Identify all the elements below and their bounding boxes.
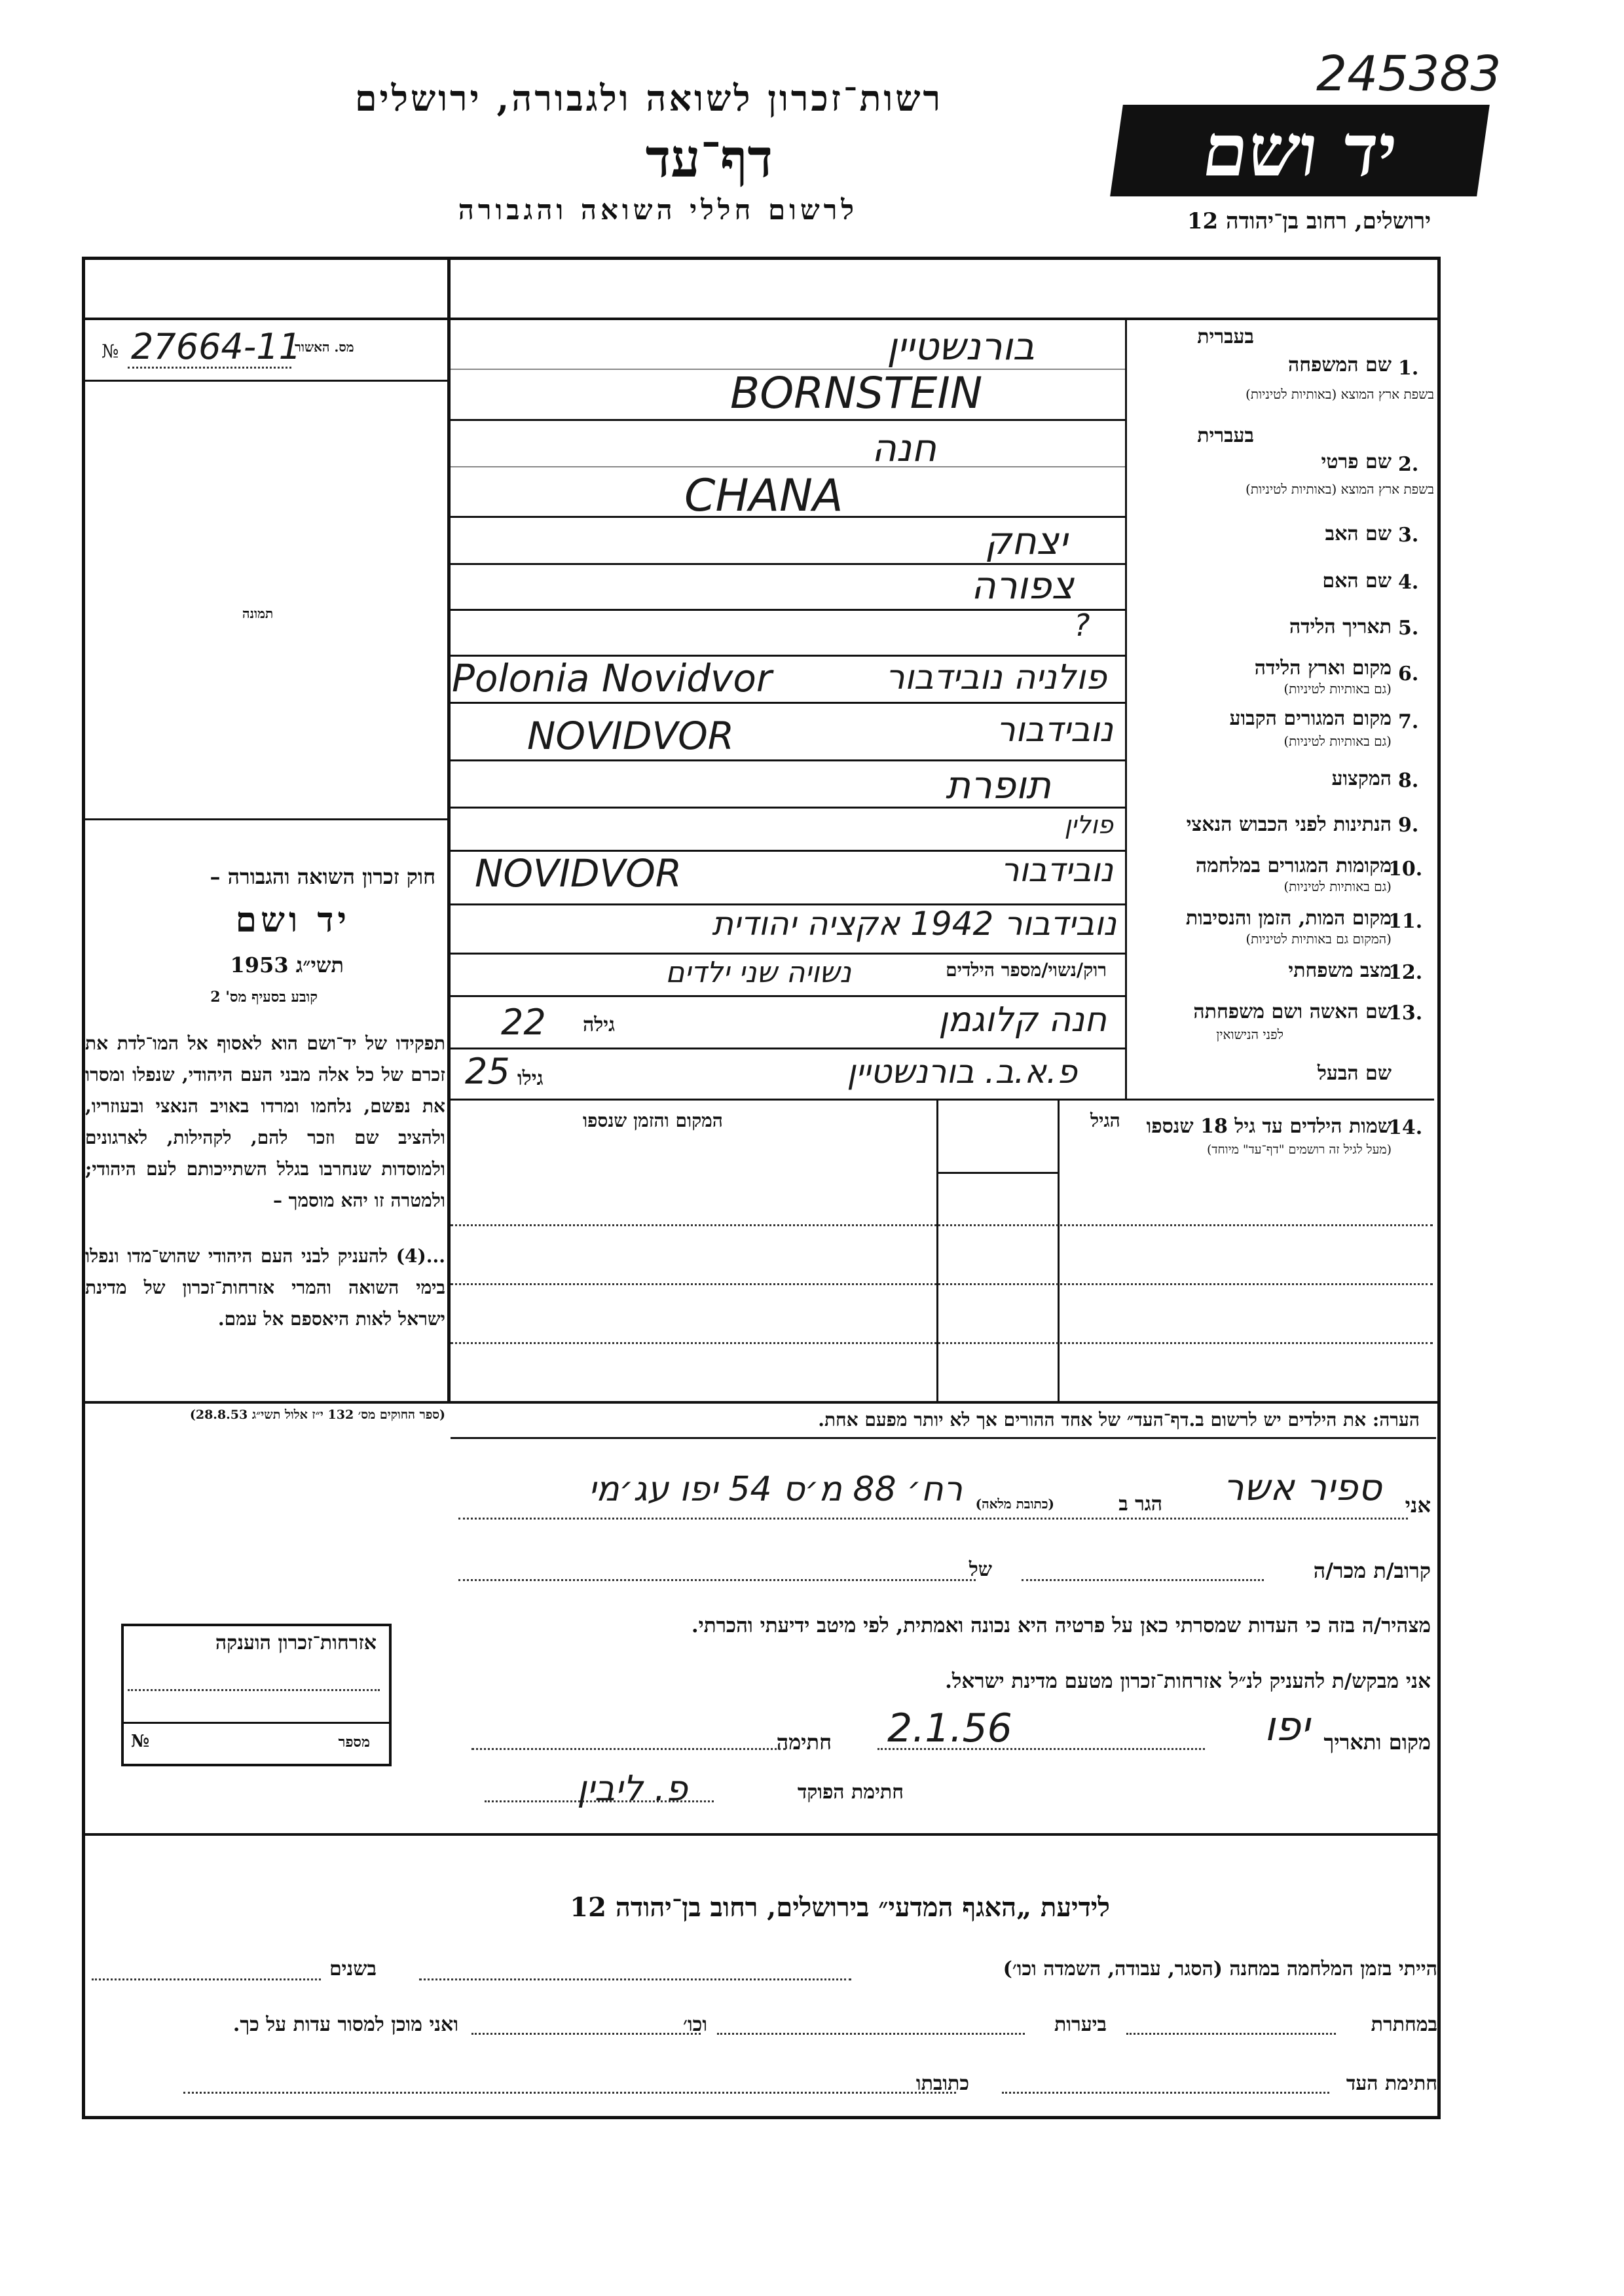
field3-number: 3. [1398,524,1419,547]
children-row-dots [451,1224,1433,1226]
officer-dots [485,1800,714,1802]
footer-line2-dots [1126,2033,1336,2035]
footer-line2-dots2 [717,2033,1025,2035]
place-date-label: מקום ותאריך [1323,1730,1431,1755]
field2-value-hebrew: חנה [871,426,936,470]
field1-value-hebrew: בורנשטיין [887,324,1035,369]
husband-label: שם הבעל [1317,1062,1392,1085]
row-sep [451,953,1125,955]
citizenship-prefix: № [131,1732,150,1751]
approval-prefix: № [101,340,119,362]
place-value: יפו [1264,1702,1310,1750]
field6-label: מקום וארץ הלידה [1254,657,1392,680]
declarant-dots [458,1518,1408,1520]
field12-number: 12. [1388,961,1423,984]
field10-number: 10. [1388,858,1423,881]
row-sep [451,1048,1125,1049]
row-sep [451,318,1125,319]
officer-signature: פ. ליבין [577,1768,688,1809]
row-sep [451,1099,1434,1101]
children-header-bottom [936,1172,1059,1174]
field13-sub: לפני הנישואין [1216,1027,1283,1042]
row-sep [451,419,1125,421]
field1-label: שם המשפחה [1287,354,1392,376]
note-text: הערה: את הילדים יש לרשום ב.דף־העד״ של אחד ההורים אך לא יותר מפעם אחת. [818,1409,1420,1430]
husband-value: פ.א.ב. בורנשטיין [847,1053,1077,1091]
citizenship-inner-line [121,1722,392,1724]
field12-value: נשויה שני ילדים [665,956,851,989]
approval-row-bottom [82,380,449,382]
form-subtitle: לרשום חללי השואה והגבורה [458,194,858,226]
field5-value: ? [1074,608,1090,643]
field7-sub: (גם באותיות לטיניות) [1283,733,1392,749]
field8-label: המקצוע [1331,767,1392,790]
field7-number: 7. [1398,710,1419,733]
children-row-dots [451,1283,1433,1285]
approval-dots [128,367,291,369]
children-row-dots [451,1342,1433,1344]
relation-dots [1022,1579,1264,1581]
field1-sub: בשפת ארץ המוצא (באותיות לטיניות) [1246,386,1434,402]
date-value: 2.1.56 [887,1705,1012,1751]
row-sep [451,759,1125,761]
field9-value: פולין [1064,811,1113,839]
field10-label: מקומות המגורים במלחמה [1195,854,1392,877]
photo-label: תמונה [242,606,274,621]
law-text-1: תפקידו של יד־ושם הוא לאסוף אל המו־לדת את זכרם של כל אלה מבני העם היהודי, שנפלו ומסרו את נפשם, נלחמו ומרדו באויב הנאצי ובעוזריו, ולהציב שם וזכר להם, לקהילות, לארגונים ולמוסדות שנחרבו בגלל השתייכותם לעם היהודי; ולמטרה זו יהא מוסמך – [85,1032,445,1211]
field7-label: מקום המגורים הקבוע [1229,707,1392,730]
field11-sub: (המקום גם באותיות לטיניות) [1246,931,1392,947]
citizenship-title: אזרחות־זכרון הוענקה [215,1631,377,1654]
field10-sub: (גם באותיות לטיניות) [1283,879,1392,894]
label-column-divider [1125,318,1127,1100]
field5-number: 5. [1398,617,1419,640]
footer-line2-c: וכו׳ [683,2013,707,2036]
law-year: תשי״ג 1953 [230,953,344,977]
authority-title: רשות־זכרון לשואה ולגבורה, ירושלים [354,77,943,119]
footer-title: לידיעת „האגף המדעי״ בירושלים, רחוב בן־יהודה 12 [570,1892,1110,1923]
law-clause: קובע בסעיף מס' 2 [210,989,318,1006]
field14-number: 14. [1388,1116,1423,1139]
children-sub: (מעל לגיל זה רושמים "דף־עד" מיוחד) [1206,1142,1392,1157]
field3-value: יצחק [984,519,1067,563]
field3-label: שם האב [1325,522,1392,545]
archive-number: 245383 [1316,46,1502,102]
husband-age: 25 [465,1051,510,1092]
field4-value: צפורה [970,563,1074,608]
field2-sub: בשפת ארץ המוצא (באותיות לטיניות) [1246,481,1434,497]
of-label: של [969,1558,992,1581]
declarant-i-label: אני [1405,1493,1431,1518]
approval-number: 27664-11 [131,326,301,367]
logo-text: יד ושם [1197,108,1403,192]
declarant-name: ספיר אשר [1223,1467,1382,1509]
children-table-bottom [82,1401,1437,1404]
field5-label: תאריך הלידה [1289,615,1392,638]
law-name: יד ושם [235,900,350,940]
relation-label: קרוב/ת מכר/ה [1313,1558,1431,1583]
field6-value-latin: Polonia Novidvor [452,656,772,701]
footer-line1-dots [419,1978,851,1980]
field4-number: 4. [1398,571,1419,594]
request-text: אני מבקש/ת להעניק לנ״ל אזרחות־זכרון מטעם מדינת ישראל. [945,1669,1431,1693]
field4-label: שם האם [1322,570,1392,592]
field6-sub: (גם באותיות לטיניות) [1283,681,1392,697]
footer-line3-dots [1002,2092,1329,2094]
field1-number: 1. [1398,357,1419,380]
of-dots [458,1579,976,1581]
photo-box-bottom [82,818,449,820]
row-sep [451,995,1125,997]
field1-value-latin: BORNSTEIN [730,368,983,418]
field9-label: הנתינות לפני הכבוש הנאצי [1186,813,1392,836]
declaration-text: מצהיר/ה בזה כי העדות שמסרתי כאן על פרטיה היא נכונה ואמתית, לפי מיטב ידיעתי והכרתי. [691,1614,1431,1637]
note-bottom [451,1437,1436,1439]
place-date-dots [877,1748,1205,1750]
field13-age-label: גילה [583,1013,616,1036]
footer-line2-dots3 [471,2033,701,2035]
field13-number: 13. [1388,1002,1423,1025]
address: ירושלים, רחוב בן־יהודה 12 [1187,208,1431,234]
field13-label: שם האשה ושם משפחתה [1193,1000,1392,1023]
approval-label: מס. האשור [295,339,354,355]
field9-number: 9. [1398,814,1419,837]
footer-line1-b: בשנים [329,1958,377,1980]
field2-number: 2. [1398,453,1419,476]
footer-line3-dots2 [183,2092,956,2094]
field12-label: מצב משפחתי [1288,959,1392,982]
children-col-div1 [1058,1099,1060,1403]
citizenship-dots [128,1689,380,1691]
col-place-header: המקום והזמן שנספו [583,1110,723,1131]
husband-age-label: גילו [517,1067,544,1090]
row-sep [451,609,1125,611]
signature-label: חתימה [776,1730,832,1755]
form-title: דף־עד [645,128,773,189]
field7-value-latin: NOVIDVOR [527,714,735,758]
citizenship-number-label: מספר [338,1734,370,1751]
field13-age: 22 [501,1002,546,1043]
law-title: חוק זכרון השואה והגבורה – [210,864,435,889]
footer-line1-dots2 [92,1978,321,1980]
field10-value-latin: NOVIDVOR [475,851,682,896]
col-age-header: הגיל [1090,1110,1120,1131]
declarant-address: רח׳ 88 מ׳ס 54 יפו עג׳מי [588,1470,963,1509]
row-sep [451,702,1125,704]
row-sep-light [451,466,1125,467]
footer-line1-a: הייתי בזמן המלחמה במחנה (הסגר, עבודה, השמדה וכו׳) [1003,1958,1437,1980]
children-label: שמות הילדים עד גיל 18 שנספו [1146,1115,1392,1138]
field11-value: נובידבור 1942 אקציה יהודית [712,905,1116,943]
field11-label: מקום המות, הזמן והנסיבות [1185,907,1392,930]
footer-line2-b: ביערות [1054,2013,1107,2036]
footer-line2-a: במחתרת [1371,2013,1437,2036]
signature-dots [471,1748,786,1750]
field13-value: חנה קלוגמן [938,1000,1107,1040]
declarant-resident-label: הגר ב [1118,1493,1162,1516]
footer-line3-a: חתימת העד [1346,2072,1437,2095]
field8-value: תופרת [945,763,1051,807]
field1-hebrew-tag: בעברית [1197,325,1254,348]
field2-label: שם פרטי [1321,450,1392,473]
officer-label: חתימת הפוקד [797,1781,904,1804]
law-footnote: (ספר החוקים מס׳ 132 י״ז אלול תשי״ג 28.8.53) [189,1408,445,1422]
declarant-full-address: (כתובת מלאה) [975,1496,1054,1512]
left-column-divider [447,257,451,1402]
field2-value-latin: CHANA [684,470,843,522]
footer-line2-d: ואני מוכן למסור עדות על כך. [232,2013,458,2036]
field7-value-hebrew: נובידבור [996,710,1113,750]
field8-number: 8. [1398,769,1419,792]
field6-number: 6. [1398,663,1419,685]
children-col-div2 [936,1099,938,1403]
field10-value-hebrew: נובידבור [1001,851,1113,889]
footer-top [82,1833,1437,1836]
field6-value-hebrew: פולניה נובידבור [885,658,1107,697]
law-text-2: ...(4) להעניק לבני העם היהודי שהוש־מדו ונפלו בימי השואה והמרי אזרחות־זכרון של מדינת ישראל לאות היאספם אל עמם. [85,1245,445,1330]
field12-inline-label: רוק/נשוי/מספר הילדים [946,959,1107,981]
field2-hebrew-tag: בעברית [1197,424,1254,447]
field11-number: 11. [1388,910,1423,933]
yad-vashem-logo [1110,105,1490,196]
footer-line3-b: כתובתו [915,2072,969,2095]
